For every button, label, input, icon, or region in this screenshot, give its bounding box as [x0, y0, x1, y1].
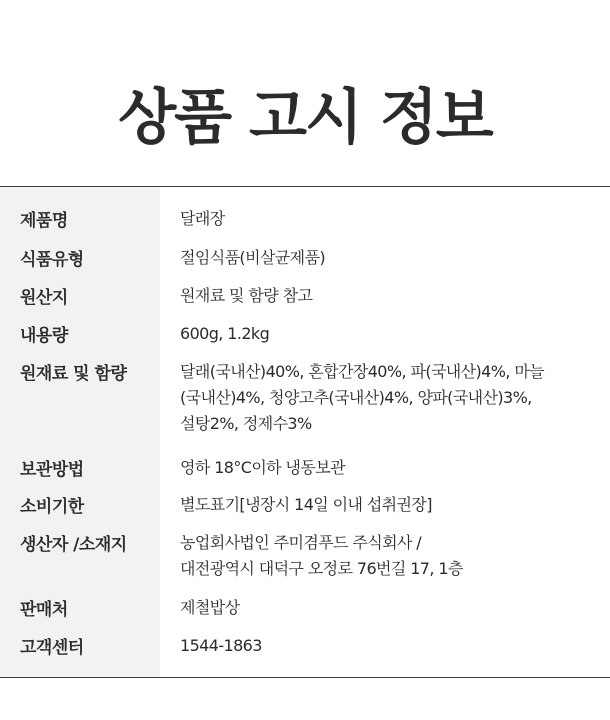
value-line: 농업회사법인 주미겸푸드 주식회사 / — [180, 533, 422, 552]
value-line: 대전광역시 대덕구 오정로 76번길 17, 1층 — [180, 559, 463, 578]
product-info-table — [0, 186, 610, 678]
row-label: 생산자 /소재지 — [20, 535, 127, 555]
row-label: 내용량 — [20, 326, 68, 346]
row-label: 보관방법 — [20, 460, 84, 480]
row-label: 고객센터 — [20, 638, 84, 658]
row-value — [180, 359, 590, 437]
value-line: 600g, 1.2kg — [180, 324, 270, 343]
row-value — [180, 530, 590, 582]
value-line: 별도표기[냉장시 14일 이내 섭취권장] — [180, 495, 432, 514]
value-line: 원재료 및 함량 참고 — [180, 286, 313, 305]
row-label: 원재료 및 함량 — [20, 364, 127, 384]
row-value — [180, 283, 590, 309]
row-value — [180, 206, 590, 232]
value-line: 달래(국내산)40%, 혼합간장40%, 파(국내산)4%, 마늘 — [180, 362, 545, 381]
row-label: 식품유형 — [20, 250, 84, 270]
row-value — [180, 455, 590, 481]
page-title: 상품 고시 정보 — [118, 83, 492, 153]
value-line: 제철밥상 — [180, 598, 240, 617]
row-value — [180, 633, 590, 659]
value-line: 설탕2%, 정제수3% — [180, 414, 312, 433]
value-line: 1544-1863 — [180, 636, 262, 655]
value-line: (국내산)4%, 청양고추(국내산)4%, 양파(국내산)3%, — [180, 388, 532, 407]
value-line: 영하 18°C이하 냉동보관 — [180, 458, 345, 477]
value-line: 달래장 — [180, 209, 225, 228]
row-label: 소비기한 — [20, 497, 84, 517]
value-line: 절임식품(비살균제품) — [180, 248, 325, 267]
row-label: 판매처 — [20, 600, 68, 620]
row-value — [180, 245, 590, 271]
row-value — [180, 492, 590, 518]
row-label: 제품명 — [20, 211, 68, 231]
row-label: 원산지 — [20, 288, 68, 308]
row-value — [180, 595, 590, 621]
row-value — [180, 321, 590, 347]
